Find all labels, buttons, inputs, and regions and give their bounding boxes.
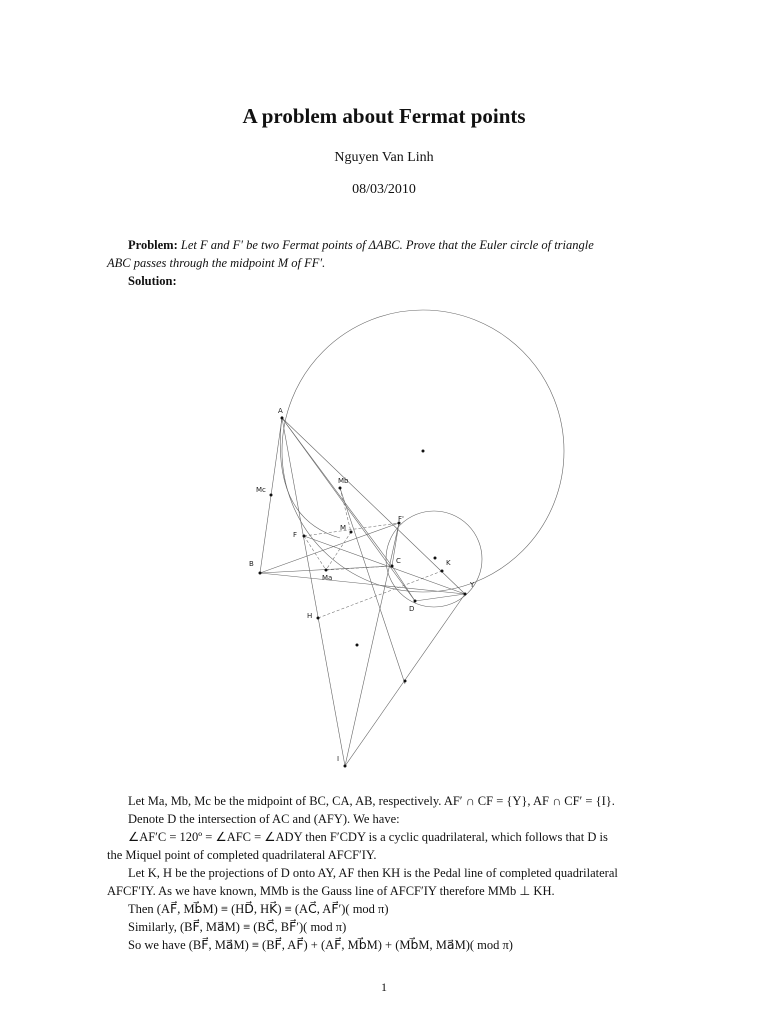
body-line-4: the Miquel point of completed quadrilateral AFCF′IY. [107, 848, 377, 862]
paper-author: Nguyen Van Linh [334, 150, 434, 165]
label-Mc: Mc [256, 486, 266, 494]
point-M [350, 531, 353, 534]
problem-text-line1: Let F and F′ be two Fermat points of ΔABC. Prove that the Euler circle of triangle [180, 238, 594, 252]
body-line-2: Denote D the intersection of AC and (AFY). We have: [128, 812, 400, 826]
point-Ma [325, 569, 328, 572]
point-circumcenter [422, 450, 425, 453]
line-AY [282, 418, 465, 594]
point-nine-center [356, 644, 359, 647]
label-M: M [340, 524, 347, 532]
line-FY [304, 536, 465, 594]
point-Mb [339, 487, 342, 490]
point-C [391, 565, 394, 568]
line-BF2 [260, 523, 399, 573]
label-H: H [307, 612, 313, 620]
label-I: I [337, 755, 340, 763]
point-small-center [434, 557, 437, 560]
point-I [344, 765, 347, 768]
point-Mc [270, 494, 273, 497]
problem-label: Problem: [128, 238, 178, 252]
body-line-5: Let K, H be the projections of D onto AY, AF then KH is the Pedal line of completed quadrilateral [128, 866, 618, 880]
solution-label: Solution: [128, 274, 177, 288]
point-K [441, 570, 444, 573]
geometry-figure [230, 298, 570, 778]
line-AI [282, 418, 345, 766]
line-HK [318, 571, 442, 618]
label-B: B [249, 560, 254, 568]
body-line-8: Similarly, (BF⃗, Ma⃗M) ≡ (BC⃗, BF⃗′)( mod π) [128, 920, 347, 934]
body-line-1: Let Ma, Mb, Mc be the midpoint of BC, CA, AB, respectively. AF′ ∩ CF = {Y}, AF ∩ CF′ = {I}. [128, 794, 615, 808]
line-MbExt [340, 488, 405, 684]
problem-statement [107, 236, 715, 290]
label-D: D [409, 605, 415, 613]
body-line-9: So we have (BF⃗, Ma⃗M) ≡ (BF⃗, AF⃗) + (AF⃗, Mb⃗M) + (Mb⃗M, Ma⃗M)( mod π) [128, 938, 513, 952]
figure-svg [230, 298, 570, 778]
label-Ma: Ma [322, 574, 333, 582]
problem-text-line2: ABC passes through the midpoint M of FF′. [107, 256, 326, 270]
line-DY [415, 594, 465, 601]
point-H [317, 617, 320, 620]
point-D [414, 600, 417, 603]
label-C: C [396, 557, 401, 565]
paper-title: A problem about Fermat points [242, 104, 526, 128]
label-F: F [293, 531, 298, 539]
point-F [303, 535, 306, 538]
line-F2I [345, 523, 399, 766]
label-Y: Y [470, 581, 475, 589]
point-Y [464, 593, 467, 596]
point-A [281, 417, 284, 420]
body-line-3: ∠AF′C = 120º = ∠AFC = ∠ADY then F′CDY is a cyclic quadrilateral, which follows that D is [128, 830, 608, 844]
label-A: A [278, 407, 283, 415]
body-line-7: Then (AF⃗, Mb⃗M) ≡ (HD⃗, HK⃗) ≡ (AC⃗, AF⃗′)( mod π) [128, 902, 389, 916]
point-B [259, 572, 262, 575]
euler-arc [280, 416, 340, 538]
paper-date: 08/03/2010 [352, 182, 416, 197]
line-FF2 [304, 523, 399, 536]
line-BY [260, 573, 465, 594]
label-K: K [446, 559, 451, 567]
point-extra [404, 680, 407, 683]
page-number: 1 [381, 980, 387, 994]
body-line-6: AFCF′IY. As we have known, MMb is the Gauss line of AFCF′IY therefore MMb ⊥ KH. [107, 884, 555, 898]
label-F2: F' [398, 515, 404, 523]
line-AD [282, 418, 415, 601]
line-FMa [304, 536, 326, 570]
label-Mb: Mb [338, 477, 349, 485]
